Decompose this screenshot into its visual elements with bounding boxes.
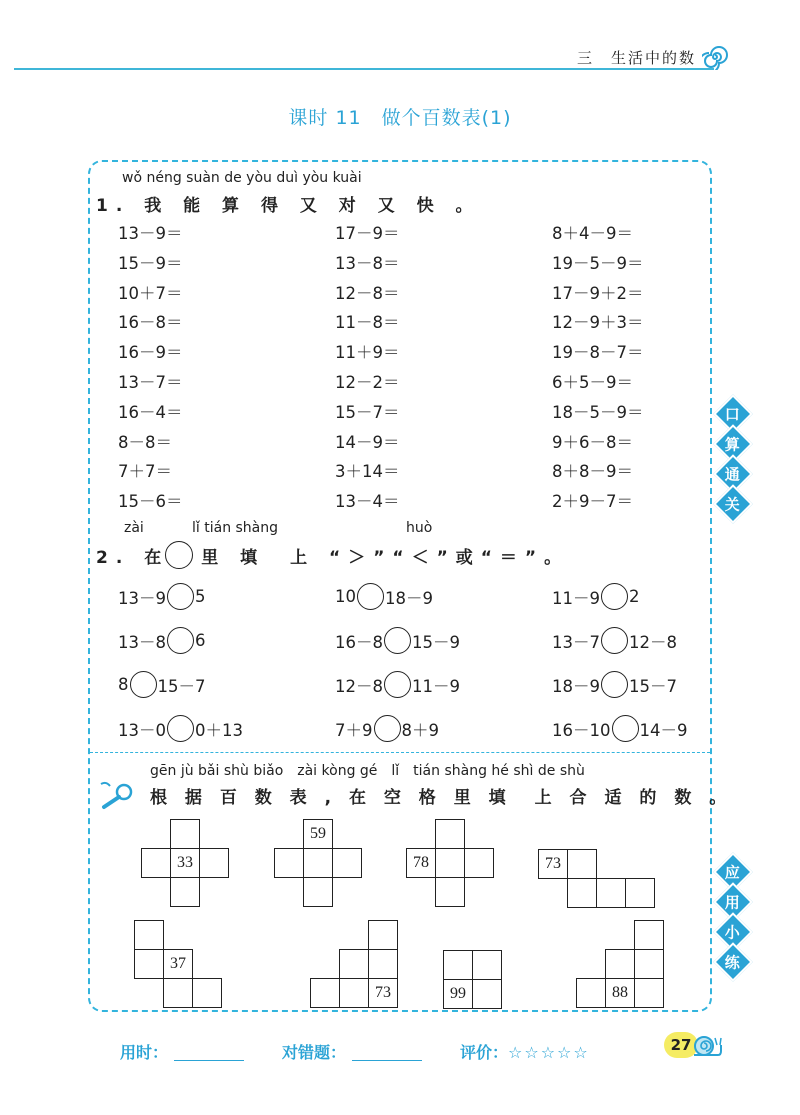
answer-circle[interactable] xyxy=(612,715,639,742)
grid-blank-cell[interactable] xyxy=(368,920,398,950)
answer-circle[interactable] xyxy=(384,671,411,698)
q1-equation: 14－9＝ xyxy=(335,432,400,452)
side-tab-label: 关 xyxy=(725,495,741,514)
comparison-left: 7＋9 xyxy=(335,720,373,740)
rating-label: 评价： xyxy=(460,1043,509,1062)
q1-equation: 11＋9＝ xyxy=(335,343,400,363)
answer-circle[interactable] xyxy=(601,583,628,610)
grid-blank-cell[interactable] xyxy=(472,950,502,980)
answer-circle[interactable] xyxy=(167,715,194,742)
side-tab-label: 小 xyxy=(725,923,741,942)
comparison-item xyxy=(335,715,439,742)
comparison-right: 14－9 xyxy=(639,720,688,740)
comparison-left: 8 xyxy=(118,675,129,694)
comparison-left: 16－10 xyxy=(552,720,611,740)
grid-blank-cell[interactable] xyxy=(567,878,597,908)
q2-pinyin-zai: zài xyxy=(124,520,144,536)
comparison-left: 11－9 xyxy=(552,588,600,608)
comparison-item xyxy=(118,715,243,742)
grid-given-number: 37 xyxy=(163,949,193,979)
q1-title: 1. 我 能 算 得 又 对 又 快 。 xyxy=(96,196,481,216)
q1-equation: 15－7＝ xyxy=(335,402,400,422)
comparison-right: 2 xyxy=(629,587,640,606)
time-label: 用时： xyxy=(120,1043,169,1062)
grid-blank-cell[interactable] xyxy=(170,819,200,849)
q1-equation: 16－8＝ xyxy=(118,313,183,333)
answer-circle[interactable] xyxy=(357,583,384,610)
answer-circle[interactable] xyxy=(601,627,628,654)
grid-blank-cell[interactable] xyxy=(464,848,494,878)
q1-equation: 16－9＝ xyxy=(118,343,183,363)
comparison-left: 13－0 xyxy=(118,720,166,740)
q1-equation: 12－2＝ xyxy=(335,373,400,392)
answer-circle[interactable] xyxy=(167,627,194,654)
side-tab-label: 通 xyxy=(725,465,741,484)
page-number: 27 xyxy=(664,1032,698,1058)
grid-blank-cell[interactable] xyxy=(368,949,398,979)
snail-icon xyxy=(690,1028,722,1060)
section-divider xyxy=(90,752,710,753)
grid-blank-cell[interactable] xyxy=(141,848,171,878)
comparison-right: 15－9 xyxy=(412,632,460,652)
side-tab-label: 算 xyxy=(725,435,741,454)
comparison-right: 12－8 xyxy=(629,632,677,652)
grid-given-number: 88 xyxy=(605,978,635,1008)
grid-blank-cell[interactable] xyxy=(163,978,193,1008)
side-tab-label: 口 xyxy=(725,405,741,424)
q2-title-pre: 2. 在 xyxy=(96,547,170,568)
comparison-left: 18－9 xyxy=(552,676,600,696)
grid-blank-cell[interactable] xyxy=(192,978,222,1008)
grid-blank-cell[interactable] xyxy=(567,849,597,879)
unit-title: 三 生活中的数 xyxy=(576,49,696,67)
grid-blank-cell[interactable] xyxy=(443,950,473,980)
comparison-item xyxy=(118,583,206,610)
q1-equation: 13－4＝ xyxy=(335,492,400,512)
grid-blank-cell[interactable] xyxy=(576,978,606,1008)
q1-equation: 17－9＝ xyxy=(335,224,400,243)
q2-pinyin-huo: huò xyxy=(406,520,433,536)
grid-blank-cell[interactable] xyxy=(310,978,340,1008)
grid-blank-cell[interactable] xyxy=(472,979,502,1009)
q1-equation: 15－9＝ xyxy=(118,253,183,273)
side-tab xyxy=(713,484,753,524)
grid-blank-cell[interactable] xyxy=(339,978,369,1008)
q3-title: 根 据 百 数 表 , 在 空 格 里 填 上 合 适 的 数 。 xyxy=(150,788,733,808)
comparison-right: 15－7 xyxy=(157,676,206,696)
comparison-left: 12－8 xyxy=(335,676,383,696)
q1-equation: 6＋5－9＝ xyxy=(552,373,633,392)
comparison-right: 18－9 xyxy=(385,588,433,608)
q1-equation: 11－8＝ xyxy=(335,313,400,333)
q1-equation: 15－6＝ xyxy=(118,492,183,512)
answer-circle[interactable] xyxy=(384,627,411,654)
q1-equation: 13－8＝ xyxy=(335,253,400,273)
grid-blank-cell[interactable] xyxy=(634,920,664,950)
grid-blank-cell[interactable] xyxy=(605,949,635,979)
rating-stars[interactable]: ☆☆☆☆☆ xyxy=(508,1043,590,1062)
magnifier-icon xyxy=(98,780,138,810)
lesson-title: 课时 11 做个百数表(1) xyxy=(288,107,512,129)
footer-rating xyxy=(460,1040,590,1063)
q1-equation: 8＋8－9＝ xyxy=(552,462,633,482)
comparison-item xyxy=(118,627,206,654)
q2-pinyin-li-tian-shang: lǐ tián shàng xyxy=(192,520,279,536)
comparison-left: 13－9 xyxy=(118,588,166,608)
grid-blank-cell[interactable] xyxy=(625,878,655,908)
q3-pinyin: gēn jù bǎi shù biǎo zài kòng gé lǐ tián shàng hé shì de shù xyxy=(150,763,585,779)
comparison-item xyxy=(552,583,640,610)
grid-blank-cell[interactable] xyxy=(303,877,333,907)
comparison-right: 11－9 xyxy=(412,676,460,696)
side-tab-label: 用 xyxy=(725,893,741,912)
spiral-icon xyxy=(702,44,728,70)
comparison-left: 10 xyxy=(335,587,356,606)
comparison-right: 6 xyxy=(195,631,206,650)
answer-circle[interactable] xyxy=(374,715,401,742)
q1-equation: 18－5－9＝ xyxy=(552,402,644,422)
comparison-right: 0＋13 xyxy=(195,720,243,740)
grid-blank-cell[interactable] xyxy=(303,848,333,878)
grid-given-number: 59 xyxy=(303,819,333,849)
side-tab-label: 应 xyxy=(725,863,741,882)
comparison-item xyxy=(335,627,460,654)
q1-equation: 9＋6－8＝ xyxy=(552,432,633,452)
grid-blank-cell[interactable] xyxy=(596,878,626,908)
q1-equation: 13－7＝ xyxy=(118,373,183,392)
answer-circle[interactable] xyxy=(601,671,628,698)
q1-equation: 12－9＋3＝ xyxy=(552,313,644,333)
q1-equation: 7＋7＝ xyxy=(118,462,172,482)
comparison-item xyxy=(335,583,433,610)
comparison-item xyxy=(552,671,677,698)
q1-equation: 3＋14＝ xyxy=(335,462,400,482)
grid-given-number: 73 xyxy=(538,849,568,879)
comparison-item xyxy=(552,715,688,742)
comparison-item xyxy=(335,671,460,698)
q1-equation: 13－9＝ xyxy=(118,224,183,243)
q2-title xyxy=(96,541,569,569)
footer-errors xyxy=(282,1040,422,1063)
comparison-left: 13－8 xyxy=(118,632,166,652)
grid-given-number: 33 xyxy=(170,848,200,878)
q1-equation: 10＋7＝ xyxy=(118,283,183,303)
q1-equation: 19－5－9＝ xyxy=(552,253,644,273)
grid-given-number: 78 xyxy=(406,848,436,878)
grid-given-number: 99 xyxy=(443,979,473,1009)
grid-blank-cell[interactable] xyxy=(339,949,369,979)
comparison-item xyxy=(118,671,206,698)
q1-equation: 17－9＋2＝ xyxy=(552,283,644,303)
answer-circle[interactable] xyxy=(130,671,157,698)
grid-blank-cell[interactable] xyxy=(634,978,664,1008)
grid-blank-cell[interactable] xyxy=(199,848,229,878)
errors-blank[interactable] xyxy=(352,1060,422,1061)
grid-blank-cell[interactable] xyxy=(435,848,465,878)
header-rule xyxy=(14,68,714,70)
footer-time xyxy=(120,1040,244,1063)
grid-blank-cell[interactable] xyxy=(634,949,664,979)
q2-title-post: 里 填 上 “＞”“＜”或“＝”。 xyxy=(201,547,570,568)
q1-equation: 19－8－7＝ xyxy=(552,343,644,363)
comparison-item xyxy=(552,627,677,654)
comparison-right: 5 xyxy=(195,587,206,606)
grid-given-number: 73 xyxy=(368,978,398,1008)
grid-blank-cell[interactable] xyxy=(170,877,200,907)
time-blank[interactable] xyxy=(174,1060,244,1061)
q1-equation: 16－4＝ xyxy=(118,402,183,422)
q1-equation: 2＋9－7＝ xyxy=(552,492,633,512)
comparison-right: 8＋9 xyxy=(401,720,439,740)
circle-icon xyxy=(165,541,193,569)
errors-label: 对错题： xyxy=(282,1043,347,1062)
grid-blank-cell[interactable] xyxy=(332,848,362,878)
answer-circle[interactable] xyxy=(167,583,194,610)
q1-equation: 8－8＝ xyxy=(118,432,172,452)
side-tab-label: 练 xyxy=(725,953,741,972)
comparison-right: 15－7 xyxy=(629,676,677,696)
comparison-left: 13－7 xyxy=(552,632,600,652)
grid-blank-cell[interactable] xyxy=(435,819,465,849)
grid-blank-cell[interactable] xyxy=(134,949,164,979)
side-tab xyxy=(713,942,753,982)
grid-blank-cell[interactable] xyxy=(435,877,465,907)
comparison-left: 16－8 xyxy=(335,632,383,652)
grid-blank-cell[interactable] xyxy=(134,920,164,950)
q1-equation: 8＋4－9＝ xyxy=(552,224,633,243)
q1-pinyin: wǒ néng suàn de yòu duì yòu kuài xyxy=(122,170,362,186)
q1-equation: 12－8＝ xyxy=(335,283,400,303)
grid-blank-cell[interactable] xyxy=(274,848,304,878)
